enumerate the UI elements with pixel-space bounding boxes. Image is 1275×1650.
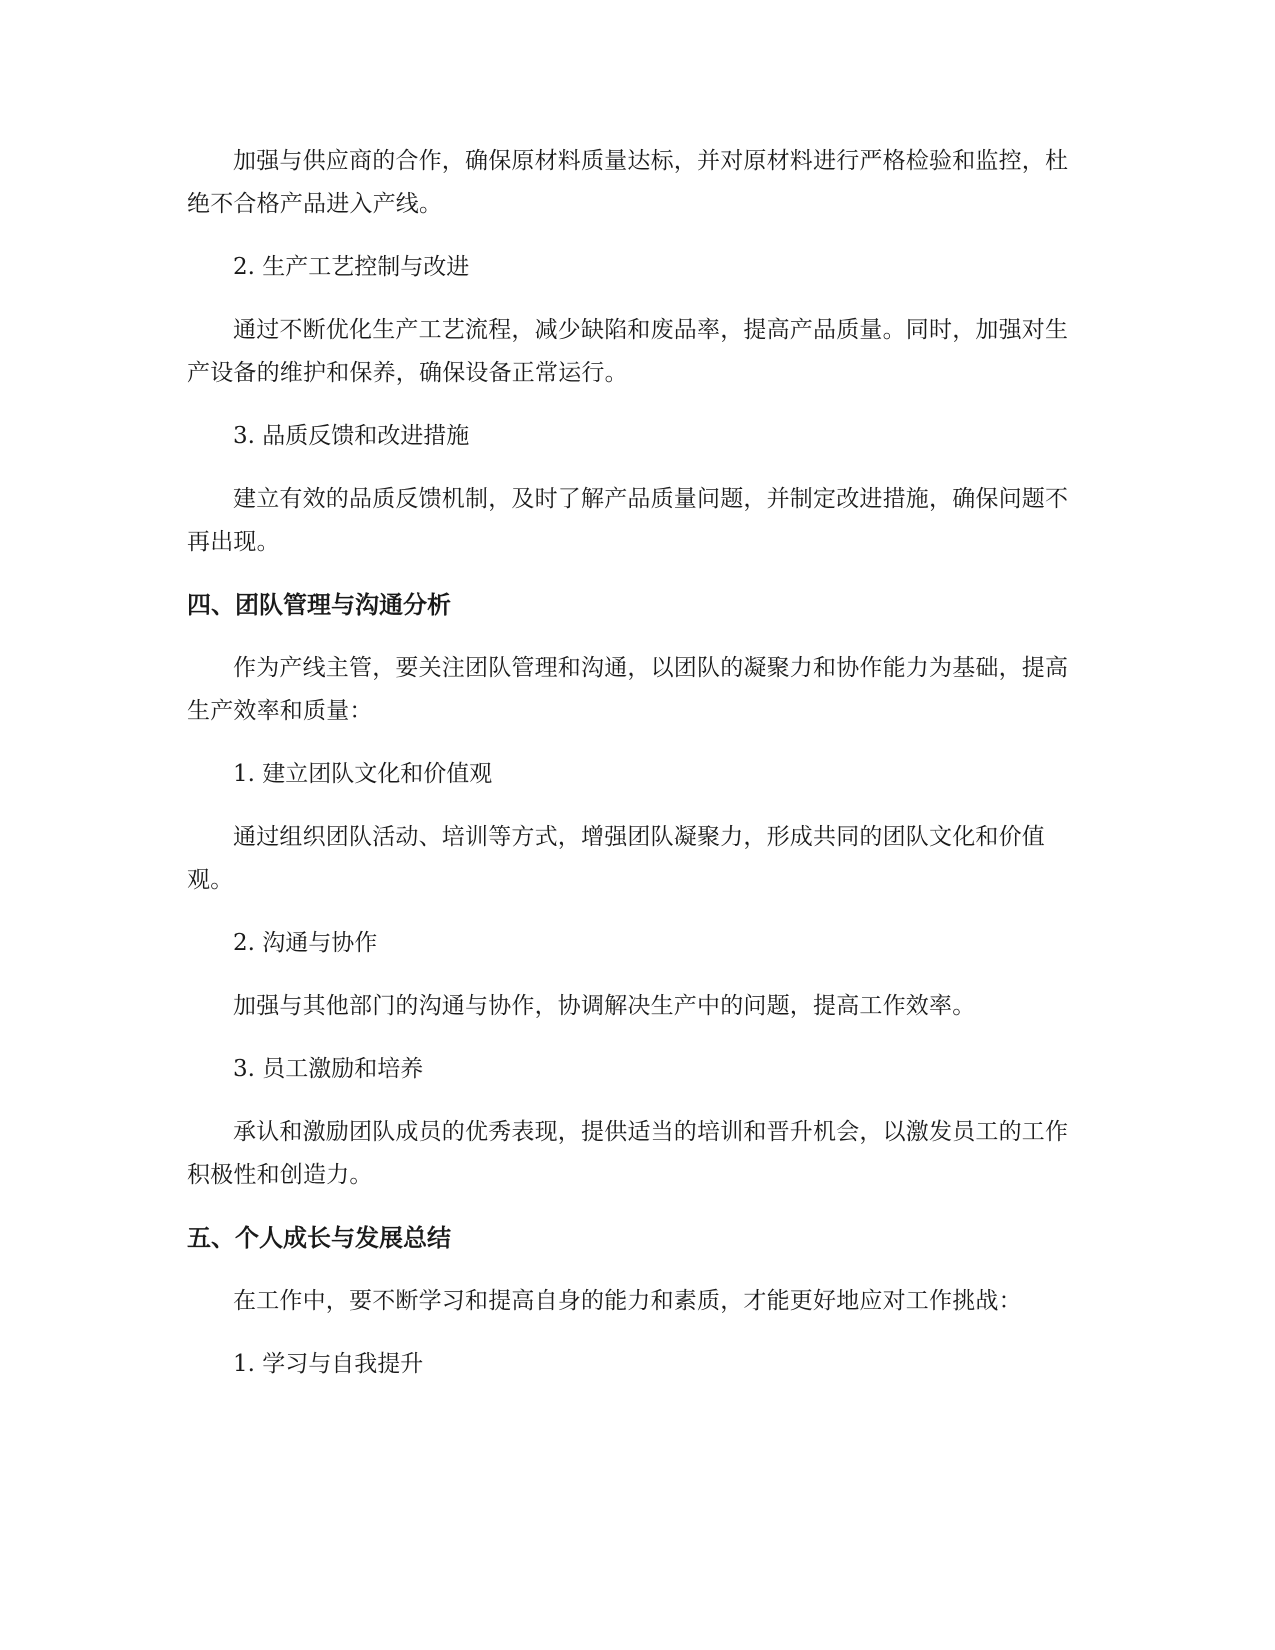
heading-personal-growth: 五、个人成长与发展总结 [187, 1224, 451, 1252]
item-process-control: 2. 生产工艺控制与改进 [233, 254, 470, 280]
para-communication: 加强与其他部门的沟通与协作，协调解决生产中的问题，提高工作效率。 [233, 993, 976, 1019]
para-process-optimization: 通过不断优化生产工艺流程，减少缺陷和废品率，提高产品质量。同时，加强对生产设备的维护和保养，确保设备正常运行。 [187, 317, 1069, 386]
para-feedback-mechanism: 建立有效的品质反馈机制，及时了解产品质量问题，并制定改进措施，确保问题不再出现。 [187, 486, 1069, 555]
para-team-culture: 通过组织团队活动、培训等方式，增强团队凝聚力，形成共同的团队文化和价值观。 [187, 824, 1045, 893]
item-incentive: 3. 员工激励和培养 [233, 1056, 424, 1082]
document-page [187, 140, 1087, 1406]
para-supplier-cooperation: 加强与供应商的合作，确保原材料质量达标，并对原材料进行严格检验和监控，杜绝不合格产品进入产线。 [187, 148, 1069, 217]
para-incentive: 承认和激励团队成员的优秀表现，提供适当的培训和晋升机会，以激发员工的工作积极性和创造力。 [187, 1119, 1069, 1188]
para-growth-intro: 在工作中，要不断学习和提高自身的能力和素质，才能更好地应对工作挑战： [233, 1288, 1022, 1314]
item-quality-feedback: 3. 品质反馈和改进措施 [233, 423, 470, 449]
item-team-culture: 1. 建立团队文化和价值观 [233, 761, 493, 787]
item-communication: 2. 沟通与协作 [233, 930, 378, 956]
heading-team-management: 四、团队管理与沟通分析 [187, 591, 451, 619]
item-self-improvement: 1. 学习与自我提升 [233, 1351, 424, 1377]
para-team-intro: 作为产线主管，要关注团队管理和沟通，以团队的凝聚力和协作能力为基础，提高生产效率和质量： [187, 655, 1069, 724]
